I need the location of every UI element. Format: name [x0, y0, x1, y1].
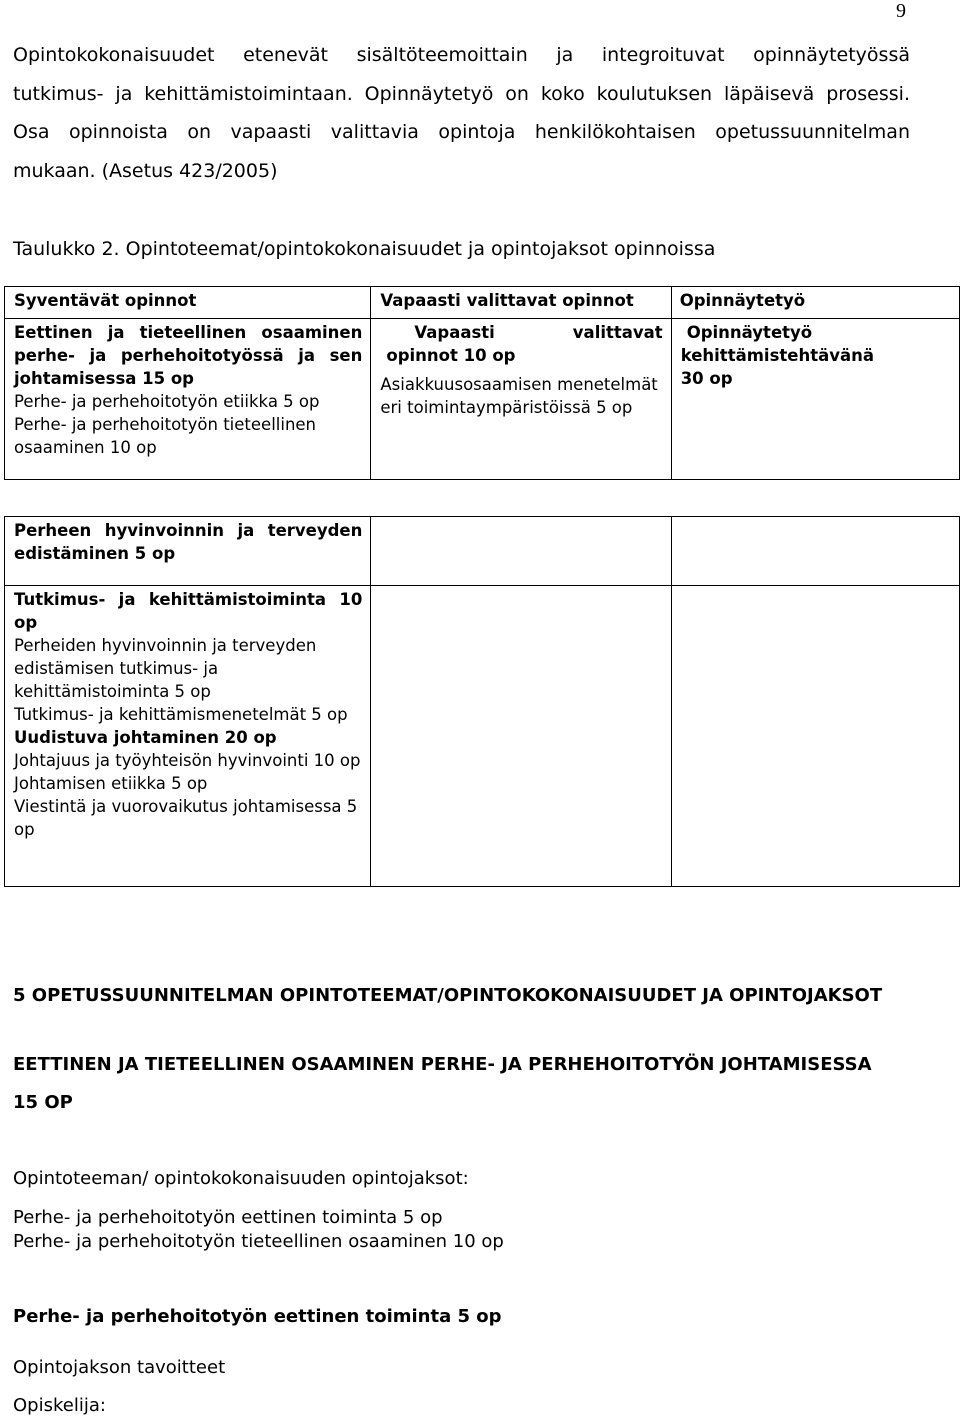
course-item: Perheiden hyvinvoinnin ja terveyden edistämisen tutkimus- ja kehittämistoiminta 5 op — [14, 636, 317, 701]
subsection-heading: EETTINEN JA TIETEELLINEN OSAAMINEN PERHE- JA PERHEHOITOTYÖN JOHTAMISESSA — [13, 1054, 872, 1075]
table-header-row — [5, 287, 960, 319]
intro-line: Osa opinnoista on vapaasti valittavia opintoja henkilökohtaisen opetussuunnitelman — [13, 121, 910, 143]
table-row — [5, 517, 960, 586]
course-item: Johtamisen etiikka 5 op — [14, 774, 208, 793]
module-title: Opinnäytetyö — [686, 323, 813, 342]
table-caption: Taulukko 2. Opintoteemat/opintokokonaisuudet ja opintojaksot opinnoissa — [13, 238, 716, 260]
course-heading: Perhe- ja perhehoitotyön eettinen toiminta 5 op — [13, 1306, 502, 1327]
course-item: Johtajuus ja työyhteisön hyvinvointi 10 op — [14, 751, 361, 770]
module-title: kehittämistehtävänä — [680, 346, 875, 365]
course-item: Asiakkuusosaamisen menetelmät eri toimintaympäristöissä 5 op — [380, 375, 658, 417]
study-table-top — [4, 286, 960, 480]
module-title: Uudistuva johtaminen 20 op — [14, 728, 277, 747]
intro-line: tutkimus- ja kehittämistoimintaan. Opinnäytetyö on koko koulutuksen läpäisevä prosessi. — [13, 82, 910, 105]
module-title: edistäminen 5 op — [14, 544, 176, 563]
page-number: 9 — [896, 0, 906, 22]
module-title: Eettinen ja tieteellinen osaaminen — [14, 323, 363, 342]
module-title: johtamisessa 15 op — [14, 369, 194, 388]
cell-empty — [671, 517, 959, 586]
goals-label: Opintojakson tavoitteet — [13, 1357, 226, 1378]
cell-ethics — [5, 319, 371, 480]
cell-elective — [371, 319, 671, 480]
cell-research-leadership — [5, 586, 371, 887]
intro-paragraph — [13, 36, 910, 190]
cell-thesis — [671, 319, 959, 480]
table-row — [5, 586, 960, 887]
header-syventavat: Syventävät opinnot — [5, 287, 371, 319]
course-line: Perhe- ja perhehoitotyön tieteellinen osaaminen 10 op — [13, 1231, 504, 1252]
header-opinnaytetyo: Opinnäytetyö — [671, 287, 959, 319]
cell-empty — [671, 586, 959, 887]
module-title: Perheen hyvinvoinnin ja terveyden — [14, 521, 363, 540]
cell-wellbeing — [5, 517, 371, 586]
course-item: Perhe- ja perhehoitotyön etiikka 5 op — [14, 392, 320, 411]
module-title: perhe- ja perhehoitotyössä ja sen — [14, 346, 363, 365]
section-heading: 5 OPETUSSUUNNITELMAN OPINTOTEEMAT/OPINTOKOKONAISUUDET JA OPINTOJAKSOT — [13, 985, 883, 1006]
course-item: Tutkimus- ja kehittämismenetelmät 5 op — [14, 705, 348, 724]
module-title: opinnot 10 op — [386, 346, 516, 365]
course-line: Perhe- ja perhehoitotyön eettinen toiminta 5 op — [13, 1207, 443, 1228]
study-table-bottom — [4, 516, 960, 887]
module-title: Tutkimus- ja kehittämistoiminta 10 — [14, 590, 363, 609]
cell-empty — [371, 586, 671, 887]
table-row — [5, 319, 960, 480]
header-vapaasti: Vapaasti valittavat opinnot — [371, 287, 671, 319]
cell-empty — [371, 517, 671, 586]
intro-line: mukaan. (Asetus 423/2005) — [13, 159, 278, 182]
module-title: op — [14, 613, 38, 632]
subsection-heading-cont: 15 OP — [13, 1092, 73, 1113]
module-title: 30 op — [680, 369, 733, 388]
course-item: Perhe- ja perhehoitotyön tieteellinen osaaminen 10 op — [14, 415, 317, 457]
student-label: Opiskelija: — [13, 1395, 106, 1416]
courses-label: Opintoteeman/ opintokokonaisuuden opintojaksot: — [13, 1168, 469, 1189]
intro-line: Opintokokonaisuudet etenevät sisältöteemoittain ja integroituvat opinnäytetyössä — [13, 44, 910, 66]
course-item: Viestintä ja vuorovaikutus johtamisessa 5 op — [14, 797, 358, 839]
module-title: Vapaasti valittavat — [414, 323, 663, 342]
